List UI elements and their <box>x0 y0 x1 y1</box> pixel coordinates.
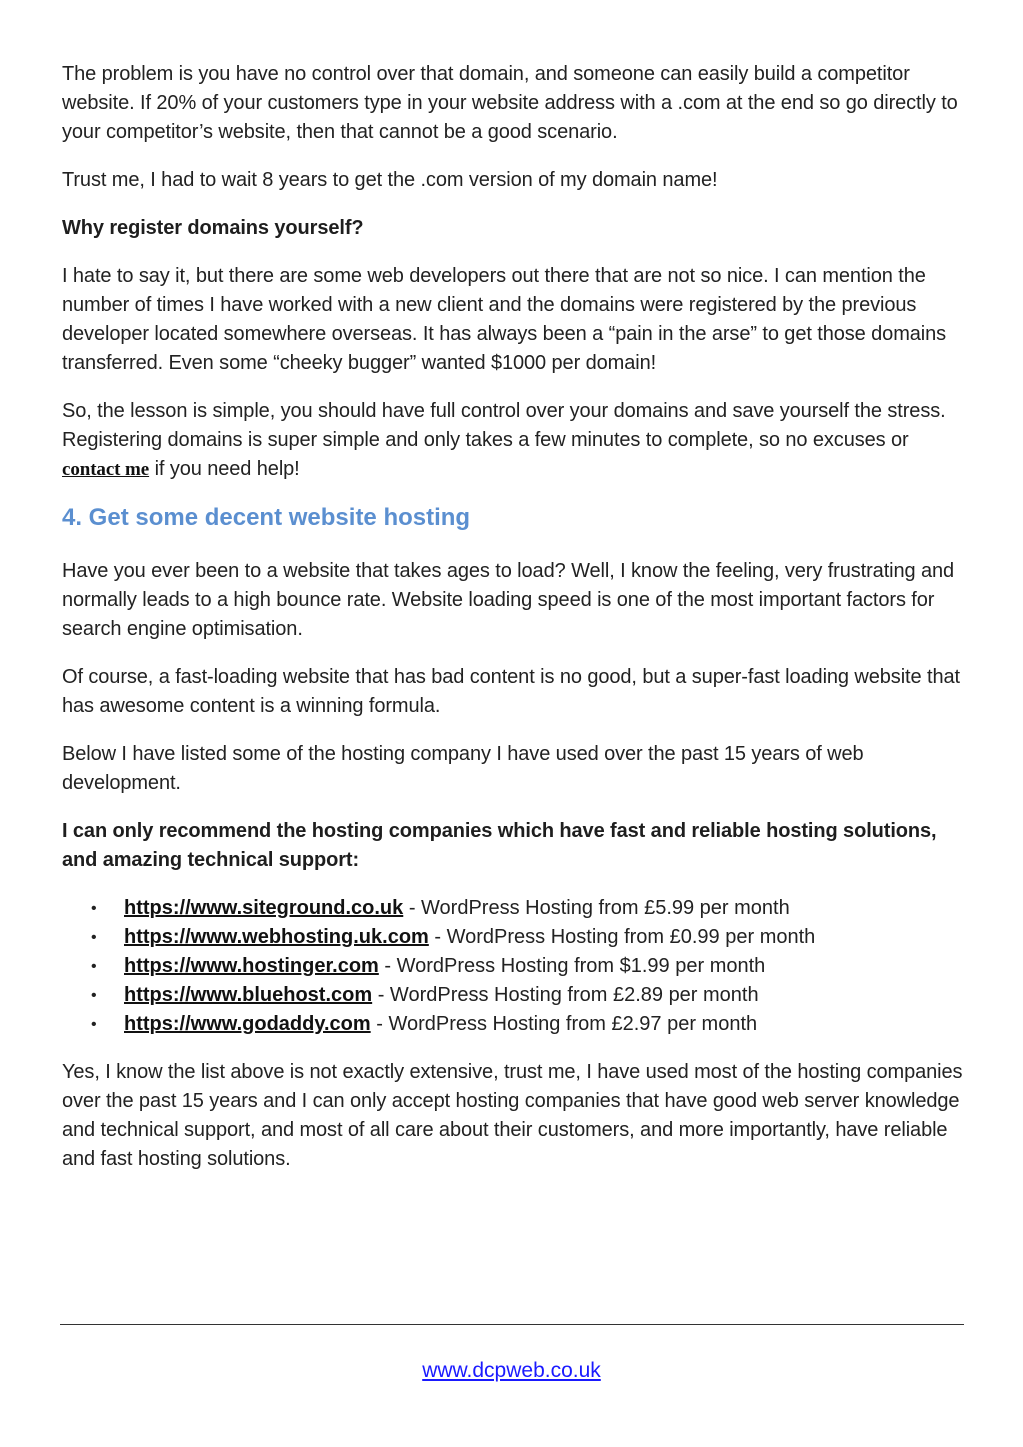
footer <box>0 1357 1023 1385</box>
lesson-text-end: if you need help! <box>149 458 300 480</box>
paragraph-lesson <box>62 397 964 484</box>
hosting-link[interactable]: https://www.siteground.co.uk <box>124 897 404 919</box>
paragraph-trust-me: Trust me, I had to wait 8 years to get the .com version of my domain name! <box>62 169 718 191</box>
bullet-icon: • <box>91 929 97 946</box>
paragraph-domain-problem: The problem is you have no control over that domain, and someone can easily build a competitor website. If 20% of your customers type in your website address with a .com at the end so go directly to your competitor’s website, then that cannot be a good scenario. <box>62 63 958 143</box>
bullet-icon: • <box>91 987 97 1004</box>
hosting-link[interactable]: https://www.webhosting.uk.com <box>124 926 429 948</box>
hosting-price: - WordPress Hosting from £5.99 per month <box>403 897 790 919</box>
hosting-price: - WordPress Hosting from $1.99 per month <box>378 955 766 977</box>
document-page <box>62 60 964 1193</box>
section-heading-hosting: 4. Get some decent website hosting <box>62 504 471 531</box>
paragraph-hosting-list-intro: Below I have listed some of the hosting company I have used over the past 15 years of web development. <box>62 743 864 794</box>
contact-me-link[interactable]: contact me <box>62 459 150 480</box>
hosting-price: - WordPress Hosting from £2.89 per month <box>372 984 759 1006</box>
footer-website-link[interactable]: www.dcpweb.co.uk <box>422 1359 601 1382</box>
hosting-price: - WordPress Hosting from £0.99 per month <box>428 926 816 948</box>
list-item <box>91 1010 964 1039</box>
hosting-link[interactable]: https://www.hostinger.com <box>124 955 379 977</box>
paragraph-recommend: I can only recommend the hosting companies which have fast and reliable hosting solutions, and amazing technical support: <box>62 820 937 871</box>
list-item <box>91 923 964 952</box>
paragraph-web-developers: I hate to say it, but there are some web developers out there that are not so nice. I can mention the number of times I have worked with a new client and the domains were registered by the previous developer located somewhere overseas. It has always been a “pain in the arse” to get those domains transferred. Even some “cheeky bugger” wanted $1000 per domain! <box>62 265 947 374</box>
footer-divider <box>60 1324 964 1325</box>
hosting-link[interactable]: https://www.godaddy.com <box>124 1013 371 1035</box>
paragraph-fast-loading: Of course, a fast-loading website that has bad content is no good, but a super-fast loading website that has awesome content is a winning formula. <box>62 666 960 717</box>
paragraph-closing: Yes, I know the list above is not exactly extensive, trust me, I have used most of the hosting companies over the past 15 years and I can only accept hosting companies that have good web server knowledge and technical support, and most of all care about their customers, and more importantly, have reliable and fast hosting solutions. <box>62 1061 963 1170</box>
list-item <box>91 952 964 981</box>
subheading-why-register: Why register domains yourself? <box>62 217 364 239</box>
bullet-icon: • <box>91 1016 97 1033</box>
list-item <box>91 894 964 923</box>
bullet-icon: • <box>91 958 97 975</box>
hosting-list <box>62 894 964 1039</box>
paragraph-loading-speed: Have you ever been to a website that takes ages to load? Well, I know the feeling, very frustrating and normally leads to a high bounce rate. Website loading speed is one of the most important factors for search engine optimisation. <box>62 560 955 640</box>
hosting-price: - WordPress Hosting from £2.97 per month <box>370 1013 758 1035</box>
hosting-link[interactable]: https://www.bluehost.com <box>124 984 373 1006</box>
lesson-text: So, the lesson is simple, you should have full control over your domains and save yourself the stress. Registering domains is super simple and only takes a few minutes to complete, so no excuses or <box>62 400 946 451</box>
bullet-icon: • <box>91 900 97 917</box>
list-item <box>91 981 964 1010</box>
